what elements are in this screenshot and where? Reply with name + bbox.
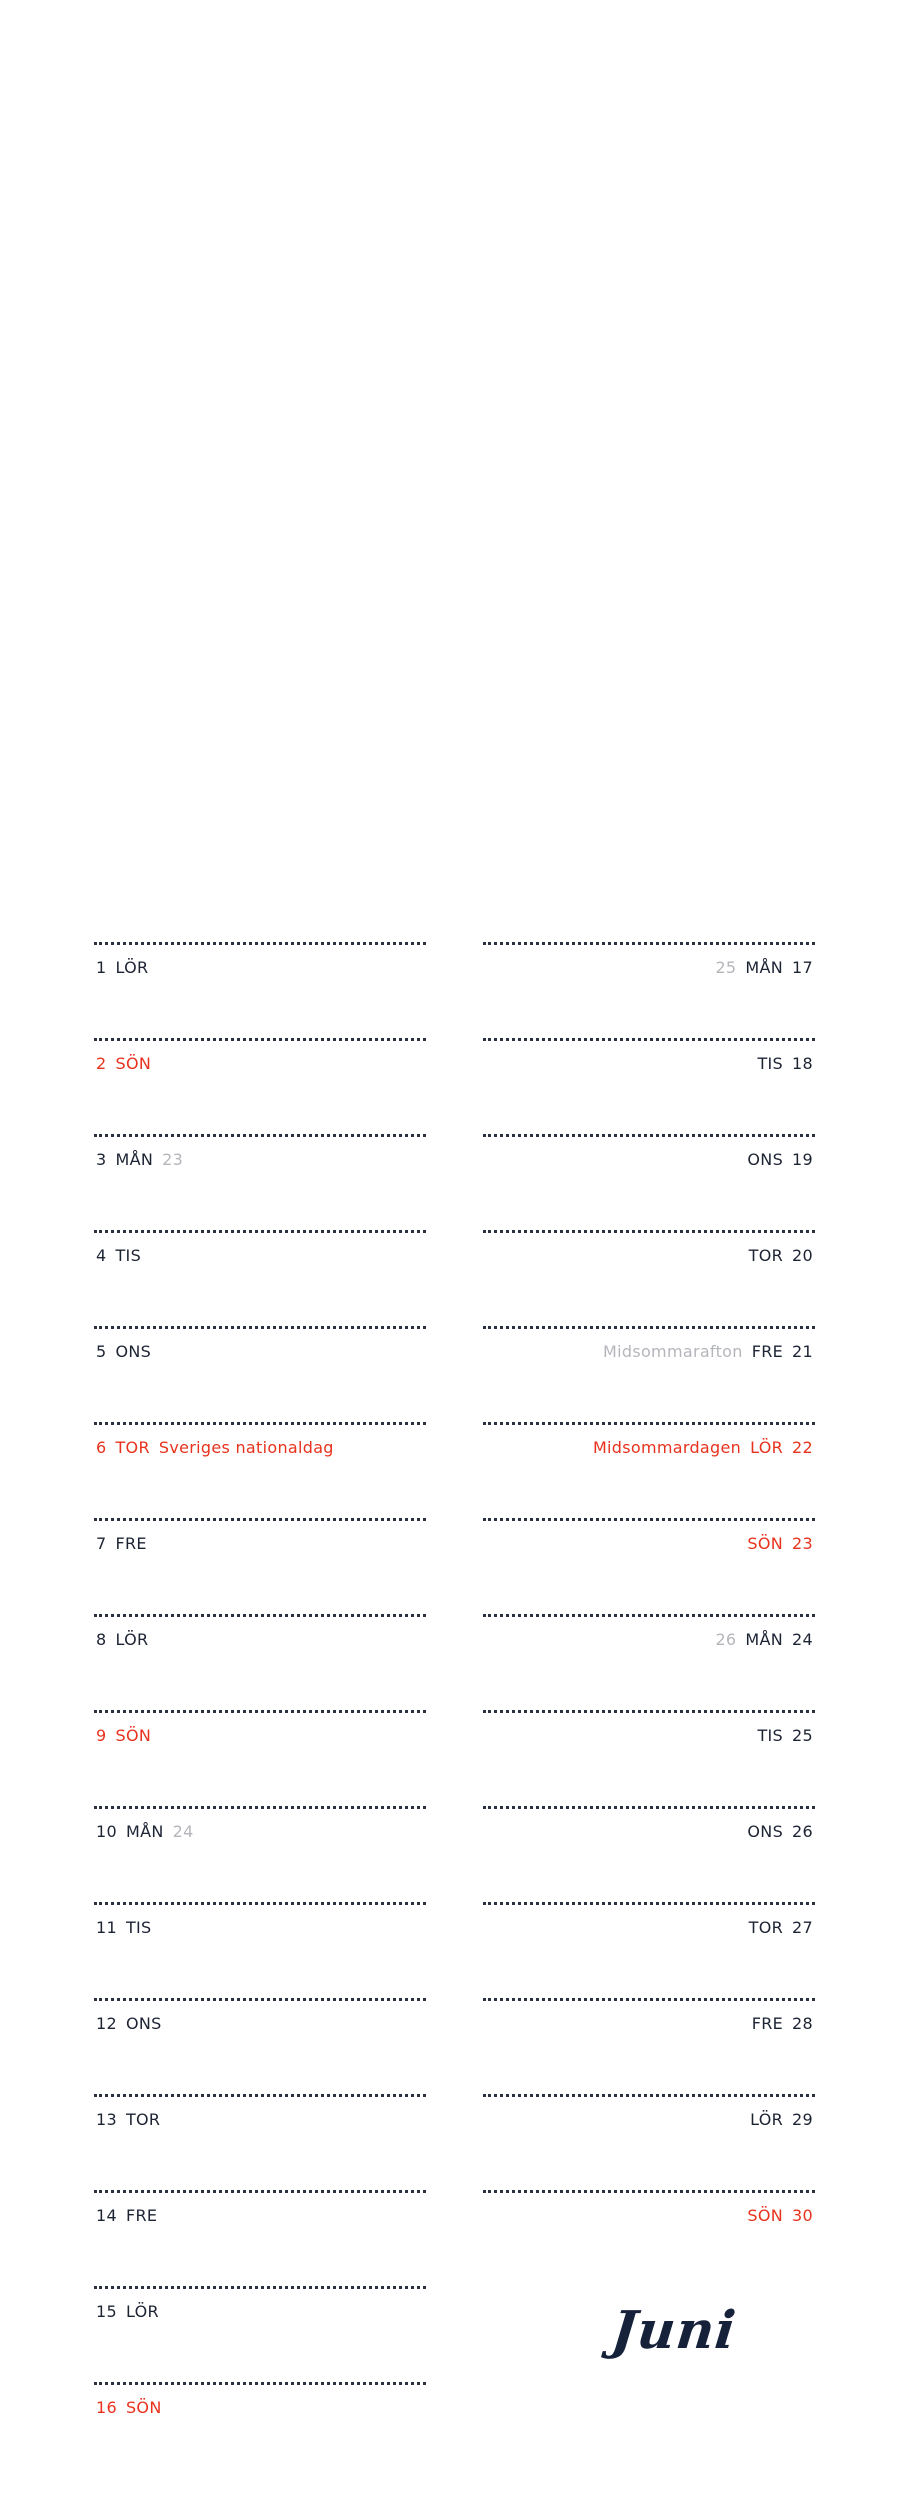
- weekday-name: MÅN: [125, 1822, 164, 1841]
- day-number: 10: [96, 1822, 117, 1841]
- day-number: 6: [96, 1438, 107, 1457]
- day-row: [483, 1518, 815, 1614]
- weekday-name: LÖR: [125, 2302, 159, 2321]
- day-number: 16: [96, 2398, 117, 2417]
- day-row: [94, 1134, 426, 1230]
- day-row: [94, 1422, 426, 1518]
- day-row: [483, 1710, 815, 1806]
- day-number: 21: [792, 1342, 813, 1361]
- week-number: 26: [715, 1630, 737, 1649]
- day-label: [715, 1630, 813, 1650]
- weekday-name: MÅN: [745, 958, 784, 977]
- day-label: [593, 1438, 813, 1458]
- weekday-name: TOR: [115, 1438, 150, 1457]
- day-label: [96, 1726, 151, 1746]
- day-row: [94, 1230, 426, 1326]
- day-row: [94, 2190, 426, 2286]
- day-number: 7: [96, 1534, 107, 1553]
- day-number: 4: [96, 1246, 107, 1265]
- day-label: [749, 1918, 813, 1938]
- weekday-name: SÖN: [747, 2206, 784, 2225]
- day-label: [96, 1054, 151, 1074]
- weekday-name: FRE: [125, 2206, 158, 2225]
- day-number: 22: [792, 1438, 813, 1457]
- day-row: [483, 1902, 815, 1998]
- day-row: [483, 1134, 815, 1230]
- day-number: 24: [792, 1630, 813, 1649]
- day-number: 5: [96, 1342, 107, 1361]
- day-number: 23: [792, 1534, 813, 1553]
- weekday-name: LÖR: [115, 1630, 149, 1649]
- day-label: [96, 1534, 147, 1554]
- day-row: [94, 1806, 426, 1902]
- day-label: [96, 1822, 194, 1842]
- day-row: [483, 1998, 815, 2094]
- day-label: [96, 2206, 157, 2226]
- day-label: [96, 2398, 162, 2418]
- right-day-column: [483, 942, 815, 2286]
- day-number: 13: [96, 2110, 117, 2129]
- holiday-name: Midsommardagen: [592, 1438, 742, 1457]
- holiday-name: Sveriges nationaldag: [158, 1438, 334, 1457]
- day-number: 27: [792, 1918, 813, 1937]
- day-number: 26: [792, 1822, 813, 1841]
- day-label: [96, 958, 148, 978]
- day-label: [96, 2014, 162, 2034]
- weekday-name: TOR: [748, 1918, 784, 1937]
- day-number: 9: [96, 1726, 107, 1745]
- day-label: [750, 2110, 813, 2130]
- day-label: [96, 1630, 148, 1650]
- day-label: [749, 1246, 813, 1266]
- day-label: [96, 1246, 141, 1266]
- weekday-name: ONS: [115, 1342, 152, 1361]
- day-row: [483, 1230, 815, 1326]
- weekday-name: TOR: [125, 2110, 161, 2129]
- weekday-name: LÖR: [750, 1438, 784, 1457]
- day-row: [483, 1326, 815, 1422]
- day-label: [752, 2014, 813, 2034]
- day-row: [483, 942, 815, 1038]
- day-row: [94, 2286, 426, 2382]
- day-row: [94, 1710, 426, 1806]
- day-row: [483, 1038, 815, 1134]
- day-number: 11: [96, 1918, 117, 1937]
- weekday-name: ONS: [125, 2014, 162, 2033]
- day-number: 28: [792, 2014, 813, 2033]
- day-number: 1: [96, 958, 107, 977]
- day-label: [747, 1534, 813, 1554]
- day-number: 17: [792, 958, 813, 977]
- weekday-name: SÖN: [115, 1054, 152, 1073]
- day-label: [757, 1054, 813, 1074]
- weekday-name: ONS: [747, 1150, 784, 1169]
- weekday-name: ONS: [747, 1822, 784, 1841]
- day-row: [94, 1998, 426, 2094]
- day-row: [94, 1326, 426, 1422]
- day-number: 2: [96, 1054, 107, 1073]
- day-number: 14: [96, 2206, 117, 2225]
- day-label: [96, 1918, 152, 1938]
- day-row: [483, 1614, 815, 1710]
- day-label: [715, 958, 813, 978]
- month-title: Juni: [608, 2300, 740, 2361]
- weekday-name: TOR: [748, 1246, 784, 1265]
- weekday-name: SÖN: [115, 1726, 152, 1745]
- weekday-name: TIS: [125, 1918, 152, 1937]
- holiday-name: Midsommarafton: [603, 1342, 743, 1361]
- day-row: [483, 1806, 815, 1902]
- day-label: [603, 1342, 813, 1362]
- day-row: [483, 1422, 815, 1518]
- day-number: 30: [792, 2206, 813, 2225]
- day-label: [747, 1822, 813, 1842]
- day-number: 20: [792, 1246, 813, 1265]
- day-label: [757, 1726, 813, 1746]
- day-row: [94, 942, 426, 1038]
- day-number: 29: [792, 2110, 813, 2129]
- week-number: 23: [162, 1150, 184, 1169]
- weekday-name: MÅN: [115, 1150, 154, 1169]
- weekday-name: LÖR: [115, 958, 149, 977]
- day-label: [96, 1342, 151, 1362]
- day-row: [483, 2190, 815, 2286]
- day-number: 8: [96, 1630, 107, 1649]
- day-number: 19: [792, 1150, 813, 1169]
- day-label: [96, 1438, 334, 1458]
- weekday-name: SÖN: [125, 2398, 162, 2417]
- day-number: 18: [792, 1054, 813, 1073]
- day-label: [96, 2110, 160, 2130]
- weekday-name: MÅN: [745, 1630, 784, 1649]
- day-row: [94, 1902, 426, 1998]
- day-row: [94, 1518, 426, 1614]
- week-number: 24: [172, 1822, 194, 1841]
- day-label: [747, 1150, 813, 1170]
- weekday-name: TIS: [757, 1054, 784, 1073]
- day-row: [94, 1038, 426, 1134]
- weekday-name: TIS: [115, 1246, 142, 1265]
- day-row: [94, 2382, 426, 2478]
- weekday-name: TIS: [757, 1726, 784, 1745]
- weekday-name: FRE: [115, 1534, 147, 1553]
- weekday-name: SÖN: [747, 1534, 784, 1553]
- week-number: 25: [715, 958, 737, 977]
- day-row: [94, 1614, 426, 1710]
- day-label: [96, 1150, 183, 1170]
- day-number: 12: [96, 2014, 117, 2033]
- day-number: 25: [792, 1726, 813, 1745]
- weekday-name: LÖR: [750, 2110, 784, 2129]
- weekday-name: FRE: [751, 2014, 784, 2033]
- day-number: 15: [96, 2302, 117, 2321]
- day-row: [94, 2094, 426, 2190]
- left-day-column: [94, 942, 426, 2478]
- day-row: [483, 2094, 815, 2190]
- day-label: [96, 2302, 159, 2322]
- weekday-name: FRE: [751, 1342, 784, 1361]
- day-label: [747, 2206, 813, 2226]
- day-number: 3: [96, 1150, 107, 1169]
